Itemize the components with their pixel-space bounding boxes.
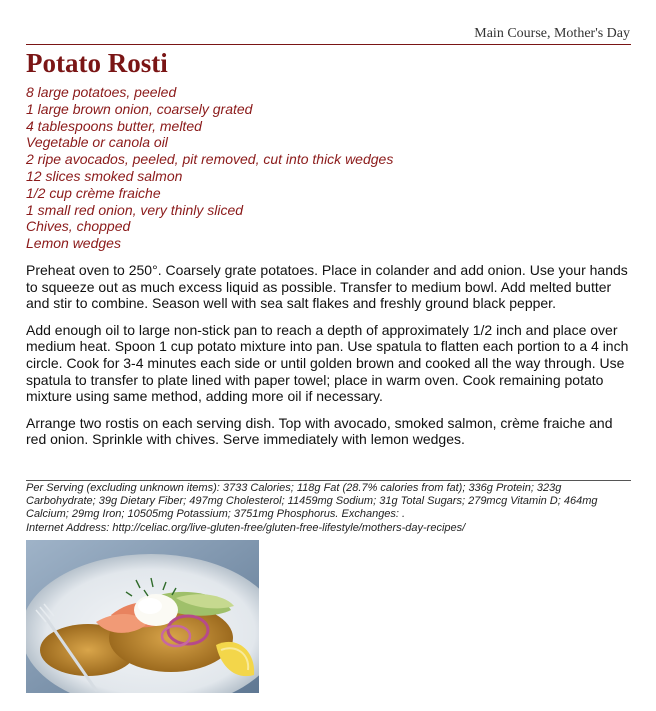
ingredient-item: 1 large brown onion, coarsely grated xyxy=(26,100,253,117)
nutrition-info xyxy=(26,482,632,535)
recipe-category: Main Course, Mother's Day xyxy=(474,26,630,41)
ingredient-item: Vegetable or canola oil xyxy=(26,134,168,151)
title-divider xyxy=(26,44,631,45)
recipe-title: Potato Rosti xyxy=(26,48,168,78)
recipe-photo xyxy=(26,540,259,693)
ingredient-item: Lemon wedges xyxy=(26,235,121,252)
ingredient-item: 1 small red onion, very thinly sliced xyxy=(26,201,244,218)
direction-paragraph: Add enough oil to large non-stick pan to reach a depth of approximately 1/2 inch and place over medium heat. Spoon 1 cup potato mixture into pan. Use spatula to flatten each portion to a 4 inch circle. Cook for 3-4 minutes each side or until golden brown and cooked all the way through. Use spatula to transfer to plate lined with paper towel; place in warm oven. Cook remaining potato mixture using same method, adding more oil if necessary. xyxy=(26,321,629,405)
ingredient-list xyxy=(26,84,393,252)
ingredient-item: 4 tablespoons butter, melted xyxy=(26,117,202,134)
direction-paragraph: Preheat oven to 250°. Coarsely grate potatoes. Place in colander and add onion. Use your hands to squeeze out as much excess liquid as possible. Transfer to medium bowl. Add melted butter and stir to combine. Season well with sea salt flakes and freshly ground black pepper. xyxy=(26,262,628,312)
directions xyxy=(26,262,632,458)
ingredient-item: Chives, chopped xyxy=(26,218,131,235)
ingredient-item: 8 large potatoes, peeled xyxy=(26,84,177,100)
ingredient-item: 12 slices smoked salmon xyxy=(26,167,183,184)
nutrition-text: Per Serving (excluding unknown items): 3733 Calories; 118g Fat (28.7% calories from fat); 336g Protein; 323g Carbohydrate; 39g Dietary Fiber; 497mg Cholesterol; 11459mg Sodium; 31g Total Sugars; 279mcg Vitamin D; 464mg Calcium; 29mg Iron; 10505mg Potassium; 3751mg Phosphorus. Exchanges: . xyxy=(26,482,598,521)
ingredient-item: 1/2 cup crème fraiche xyxy=(26,184,161,201)
source-url: Internet Address: http://celiac.org/live-gluten-free/gluten-free-lifestyle/mothers-day-recipes/ xyxy=(26,521,466,534)
nutrition-divider xyxy=(26,480,631,481)
ingredient-item: 2 ripe avocados, peeled, pit removed, cut into thick wedges xyxy=(26,151,394,168)
direction-paragraph: Arrange two rostis on each serving dish. Top with avocado, smoked salmon, crème fraiche and red onion. Sprinkle with chives. Serve immediately with lemon wedges. xyxy=(26,414,613,448)
